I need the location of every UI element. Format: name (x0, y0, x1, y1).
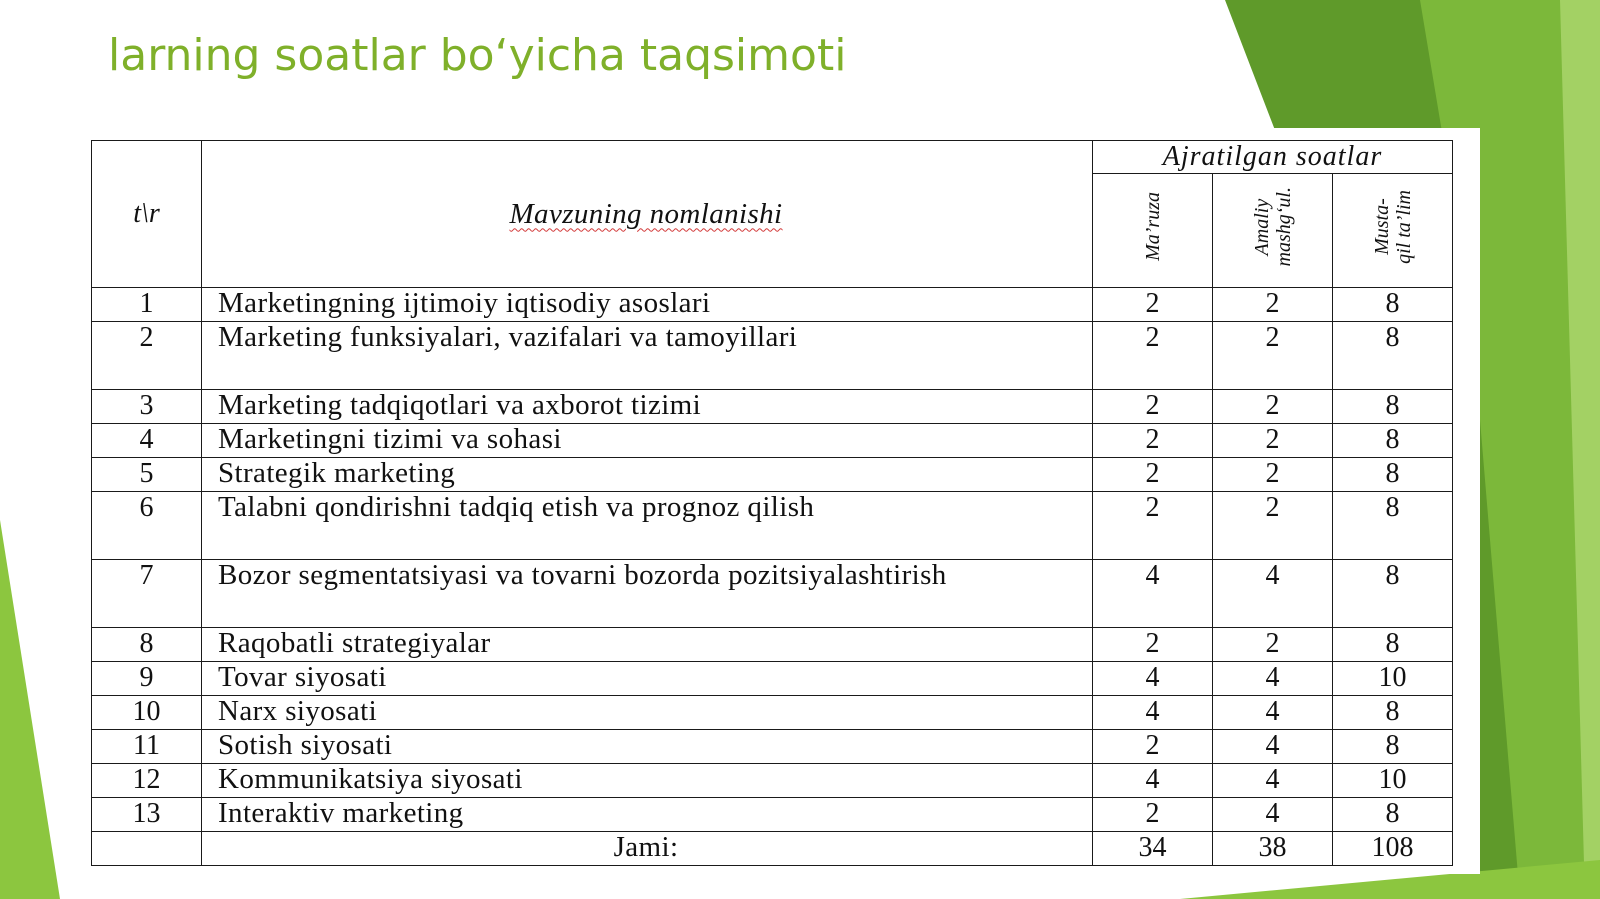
row-number: 2 (92, 322, 202, 390)
total-lecture: 34 (1093, 832, 1213, 866)
row-topic: Kommunikatsiya siyosati (202, 764, 1093, 798)
row-self-study: 8 (1333, 288, 1453, 322)
total-practice: 38 (1213, 832, 1333, 866)
row-lecture: 2 (1093, 390, 1213, 424)
row-lecture: 2 (1093, 798, 1213, 832)
total-label: Jami: (202, 832, 1093, 866)
total-empty-cell (92, 832, 202, 866)
row-lecture: 2 (1093, 288, 1213, 322)
row-lecture: 2 (1093, 492, 1213, 560)
row-topic: Bozor segmentatsiyasi va tovarni bozorda pozitsiyalashtirish (202, 560, 1093, 628)
row-lecture: 4 (1093, 560, 1213, 628)
row-number: 10 (92, 696, 202, 730)
row-number: 13 (92, 798, 202, 832)
row-practice: 2 (1213, 492, 1333, 560)
table-row (92, 764, 1453, 798)
row-number: 11 (92, 730, 202, 764)
slide-title: larning soatlar bo‘yicha taqsimoti (108, 30, 847, 81)
row-topic: Narx siyosati (202, 696, 1093, 730)
row-topic: Sotish siyosati (202, 730, 1093, 764)
table-row (92, 662, 1453, 696)
row-number: 5 (92, 458, 202, 492)
header-row (92, 141, 1453, 174)
row-topic: Raqobatli strategiyalar (202, 628, 1093, 662)
row-lecture: 2 (1093, 458, 1213, 492)
row-lecture: 4 (1093, 764, 1213, 798)
row-practice: 4 (1213, 764, 1333, 798)
topic-header (202, 141, 1093, 288)
row-topic: Interaktiv marketing (202, 798, 1093, 832)
row-self-study: 8 (1333, 390, 1453, 424)
row-lecture: 2 (1093, 730, 1213, 764)
row-practice: 4 (1213, 730, 1333, 764)
total-row (92, 832, 1453, 866)
row-practice: 2 (1213, 628, 1333, 662)
row-practice: 2 (1213, 390, 1333, 424)
topic-header-label: Mavzuning nomlanishi (509, 197, 783, 230)
row-self-study: 10 (1333, 662, 1453, 696)
schedule-table (91, 140, 1453, 866)
row-topic: Marketing funksiyalari, vazifalari va tamoyillari (202, 322, 1093, 390)
row-lecture: 2 (1093, 322, 1213, 390)
row-self-study: 8 (1333, 798, 1453, 832)
row-self-study: 8 (1333, 628, 1453, 662)
row-self-study: 10 (1333, 764, 1453, 798)
row-self-study: 8 (1333, 696, 1453, 730)
row-self-study: 8 (1333, 560, 1453, 628)
table-row (92, 798, 1453, 832)
row-practice: 2 (1213, 424, 1333, 458)
table-row (92, 696, 1453, 730)
row-number: 3 (92, 390, 202, 424)
row-number: 9 (92, 662, 202, 696)
row-self-study: 8 (1333, 492, 1453, 560)
hours-group-header: Ajratilgan soatlar (1093, 141, 1453, 174)
num-header: t\r (92, 141, 202, 288)
row-number: 7 (92, 560, 202, 628)
row-topic: Marketingni tizimi va sohasi (202, 424, 1093, 458)
self-study-header-label: Musta- qil ta’lim (1370, 189, 1415, 264)
row-practice: 4 (1213, 662, 1333, 696)
row-lecture: 4 (1093, 662, 1213, 696)
table-row (92, 492, 1453, 560)
row-practice: 2 (1213, 322, 1333, 390)
left-green-sliver (0, 520, 60, 899)
table-row (92, 730, 1453, 764)
self-study-header (1333, 174, 1453, 288)
table-row (92, 458, 1453, 492)
row-topic: Strategik marketing (202, 458, 1093, 492)
row-practice: 2 (1213, 288, 1333, 322)
row-practice: 4 (1213, 560, 1333, 628)
row-self-study: 8 (1333, 730, 1453, 764)
row-lecture: 2 (1093, 424, 1213, 458)
row-number: 6 (92, 492, 202, 560)
table-row (92, 424, 1453, 458)
row-practice: 4 (1213, 696, 1333, 730)
table-row (92, 628, 1453, 662)
practice-header-label: Amaliy mashg‘ul. (1250, 186, 1295, 267)
practice-header (1213, 174, 1333, 288)
row-self-study: 8 (1333, 458, 1453, 492)
row-self-study: 8 (1333, 322, 1453, 390)
table-row (92, 322, 1453, 390)
table-row (92, 390, 1453, 424)
row-topic: Tovar siyosati (202, 662, 1093, 696)
row-practice: 2 (1213, 458, 1333, 492)
row-number: 4 (92, 424, 202, 458)
row-topic: Marketing tadqiqotlari va axborot tizimi (202, 390, 1093, 424)
row-topic: Talabni qondirishni tadqiq etish va prognoz qilish (202, 492, 1093, 560)
row-self-study: 8 (1333, 424, 1453, 458)
row-lecture: 2 (1093, 628, 1213, 662)
lecture-header-label: Ma’ruza (1141, 192, 1164, 261)
row-topic: Marketingning ijtimoiy iqtisodiy asoslari (202, 288, 1093, 322)
row-number: 8 (92, 628, 202, 662)
lecture-header (1093, 174, 1213, 288)
row-practice: 4 (1213, 798, 1333, 832)
row-number: 12 (92, 764, 202, 798)
table-row (92, 288, 1453, 322)
row-lecture: 4 (1093, 696, 1213, 730)
row-number: 1 (92, 288, 202, 322)
total-self-study: 108 (1333, 832, 1453, 866)
table-row (92, 560, 1453, 628)
